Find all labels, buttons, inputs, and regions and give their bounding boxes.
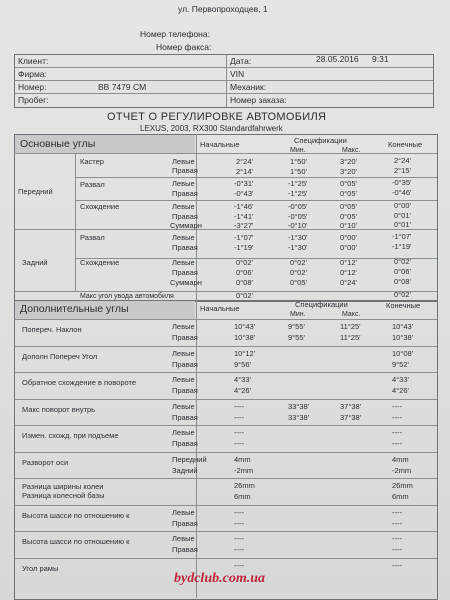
extra-row-side: Левые <box>172 401 195 411</box>
extra-row-label: Дополн Попереч Угол <box>22 351 98 361</box>
value-final: ---- <box>392 439 402 448</box>
extra-row-side: Левые <box>172 375 195 384</box>
extra-col-initial: Начальные <box>200 304 240 313</box>
rear-toe-label: Схождение <box>80 258 120 267</box>
value-initial: 0°08' <box>236 278 253 287</box>
extra-col-spec: Спецификации <box>295 300 348 309</box>
main-col-initial: Начальные <box>200 140 240 149</box>
extra-row-side: Передний <box>172 454 207 464</box>
front-label: Передний <box>18 187 53 196</box>
side-right: Правая <box>172 268 198 277</box>
value-initial: 0°02' <box>236 291 253 300</box>
side-total: Суммарн <box>170 278 202 287</box>
value-min: 1°50' <box>290 157 307 166</box>
value-max: 11°25' <box>340 333 361 342</box>
order-label: Номер заказа: <box>230 95 287 105</box>
value-initial: 0°06' <box>236 268 253 277</box>
report-subtitle: LEXUS, 2003, RX300 Standardfahrwerk <box>140 124 283 133</box>
main-col-spec: Спецификации <box>294 136 347 145</box>
value-final: 0°08' <box>394 277 411 286</box>
value-final: ---- <box>392 560 402 570</box>
value-initial: ---- <box>234 507 244 517</box>
side-left: Левые <box>172 202 195 211</box>
extra-row-side: Левые <box>172 507 195 517</box>
value-max: 3°20' <box>340 167 357 176</box>
side-total: Суммарн <box>170 221 202 230</box>
value-min: 0°05' <box>290 278 307 287</box>
extra-row-side: Правая <box>172 545 198 554</box>
value-min: -0°05' <box>288 212 308 221</box>
extra-row-label: Высота шасси по отношению к <box>22 510 130 520</box>
value-max: 0°05' <box>340 212 357 221</box>
value-final: -1°19' <box>392 242 412 251</box>
value-final: -2mm <box>392 465 412 475</box>
main-col-final: Конечные <box>388 140 423 149</box>
value-final: ---- <box>392 534 402 543</box>
value-min: -0°10' <box>288 221 308 230</box>
side-right: Правая <box>172 189 198 198</box>
value-initial: -0°31' <box>234 179 254 188</box>
value-initial: 0°02' <box>236 258 253 267</box>
extra-row-label: Попереч. Наклон <box>22 325 82 334</box>
side-right: Правая <box>172 212 198 221</box>
value-initial: ---- <box>234 401 244 411</box>
value-initial: ---- <box>234 534 244 543</box>
extra-row-label: Обратное схождение в повороте <box>22 378 137 387</box>
value-final: 6mm <box>392 492 409 501</box>
client-info-box <box>14 54 434 108</box>
extra-row-side: Задний <box>172 465 198 475</box>
value-max: 0°24' <box>340 278 357 287</box>
value-final: ---- <box>392 545 402 554</box>
mileage-label: Пробег: <box>18 95 49 105</box>
extra-col-final: Конечные <box>386 301 421 310</box>
value-min: 9°55' <box>288 333 305 342</box>
number-value: BB 7479 CM <box>98 82 147 92</box>
value-min: 0°02' <box>290 268 307 277</box>
extra-row-label: Измен. схожд. при подъеме <box>22 431 119 440</box>
front-camber-label: Развал <box>80 180 105 189</box>
watermark: bydclub.com.ua <box>174 571 265 586</box>
value-final: 2°24' <box>394 156 411 165</box>
value-initial: -1°46' <box>234 202 254 211</box>
value-max: 0°12' <box>340 268 357 277</box>
extra-row-label: Угол рамы <box>22 563 59 573</box>
value-final: ---- <box>392 518 402 528</box>
value-min: -1°25' <box>288 179 308 188</box>
value-initial: ---- <box>234 428 244 437</box>
value-min: -1°25' <box>288 189 308 198</box>
extra-row-side: Правая <box>172 412 198 422</box>
value-min: 0°02' <box>290 258 307 267</box>
date-value: 28.05.2016 <box>316 54 359 64</box>
value-max: 0°05' <box>340 189 357 198</box>
value-initial: -1°07' <box>234 233 254 242</box>
firm-label: Фирма: <box>18 69 47 79</box>
value-initial: 10°38' <box>234 333 256 342</box>
report-title: ОТЧЕТ О РЕГУЛИРОВКЕ АВТОМОБИЛЯ <box>107 111 327 123</box>
value-initial: 10°12' <box>234 348 256 358</box>
value-initial: 26mm <box>234 481 255 490</box>
rear-label: Задний <box>22 258 48 267</box>
front-toe-label: Схождение <box>80 202 120 211</box>
value-max: 0°00' <box>340 233 357 242</box>
date-label: Дата: <box>230 56 252 66</box>
side-left: Левые <box>172 157 195 166</box>
value-initial: 6mm <box>234 492 251 501</box>
side-right: Правая <box>172 166 198 175</box>
value-final: 0°01' <box>394 211 411 220</box>
value-initial: -2mm <box>234 465 254 475</box>
value-initial: 10°43' <box>234 322 256 331</box>
value-initial: -0°43' <box>234 189 254 198</box>
value-initial: 4°33' <box>234 375 251 384</box>
value-final: 9°52' <box>392 359 409 369</box>
value-max: 3°20' <box>340 157 357 166</box>
extra-row-side: Левые <box>172 428 195 437</box>
caster-label: Кастер <box>80 157 104 166</box>
value-initial: 4°26' <box>234 386 251 395</box>
extra-row-label: Разница ширины колеи <box>22 482 104 491</box>
value-final: -0°35' <box>392 178 412 187</box>
value-min: -0°05' <box>288 202 308 211</box>
value-final: 0°06' <box>394 267 411 276</box>
value-max: 0°05' <box>340 179 357 188</box>
value-initial: -1°41' <box>234 212 254 221</box>
value-max: 37°38' <box>340 412 362 422</box>
value-min: 33°38' <box>288 412 310 422</box>
value-final: ---- <box>392 412 402 422</box>
value-min: 33°38' <box>288 401 310 411</box>
side-left: Левые <box>172 179 195 188</box>
extra-col-min: Мин. <box>290 311 306 318</box>
extra-row-label: Высота шасси по отношению к <box>22 537 130 546</box>
extra-row-label2: Разница колесной базы <box>22 491 105 500</box>
address: ул. Первопроходцев, 1 <box>178 4 268 14</box>
vin-label: VIN <box>230 69 245 79</box>
client-label: Клиент: <box>18 56 49 66</box>
value-max: 0°10' <box>340 221 357 230</box>
phone-label: Номер телефона: <box>140 29 210 39</box>
value-final: 0°02' <box>394 290 411 299</box>
value-final: 0°02' <box>394 257 411 266</box>
value-max: 11°25' <box>340 322 361 331</box>
side-right: Правая <box>172 243 198 252</box>
value-initial: ---- <box>234 412 244 422</box>
extra-row-side: Правая <box>172 518 198 528</box>
rear-camber-label: Развал <box>80 233 105 242</box>
main-col-min: Мин. <box>290 147 306 154</box>
extra-row-side: Левые <box>172 322 195 331</box>
value-initial: 9°56' <box>234 359 251 369</box>
value-final: -1°07' <box>392 232 412 241</box>
value-final: ---- <box>392 507 402 517</box>
extra-col-max: Макс. <box>342 311 361 318</box>
extra-row-side: Правая <box>172 439 198 448</box>
value-initial: 4mm <box>234 454 251 464</box>
main-angles-table <box>14 134 438 302</box>
value-final: 2°15' <box>394 166 411 175</box>
max-steer-label: Макс угол увода автомобиля <box>80 293 174 300</box>
extra-row-label: Разворот оси <box>22 457 69 467</box>
value-final: 10°38' <box>392 333 414 342</box>
time-value: 9:31 <box>372 54 389 64</box>
extra-row-side: Левые <box>172 534 195 543</box>
value-initial: 2°14' <box>236 167 253 176</box>
extra-row-label: Макс поворот внутрь <box>22 404 96 414</box>
value-final: 26mm <box>392 481 413 490</box>
value-max: 37°38' <box>340 401 362 411</box>
value-max: 0°00' <box>340 243 357 252</box>
number-label: Номер: <box>18 82 47 92</box>
value-max: 0°05' <box>340 202 357 211</box>
fax-label: Номер факса: <box>156 42 212 52</box>
value-final: 4°33' <box>392 375 409 384</box>
value-final: 10°08' <box>392 348 414 358</box>
extra-row-side: Правая <box>172 333 198 342</box>
value-initial: ---- <box>234 439 244 448</box>
value-min: 1°50' <box>290 167 307 176</box>
value-max: 0°12' <box>340 258 357 267</box>
value-initial: -1°19' <box>234 243 254 252</box>
value-min: -1°30' <box>288 233 308 242</box>
value-final: 4°26' <box>392 386 409 395</box>
value-initial: 2°24' <box>236 157 253 166</box>
extra-row-side: Правая <box>172 386 198 395</box>
main-section-title: Основные углы <box>20 138 96 150</box>
mechanic-label: Механик: <box>230 82 267 92</box>
extra-row-side: Правая <box>172 359 198 369</box>
value-final: 0°01' <box>394 220 411 229</box>
value-final: ---- <box>392 428 402 437</box>
value-min: -1°30' <box>288 243 308 252</box>
side-left: Левые <box>172 233 195 242</box>
extra-row-side: Левые <box>172 348 195 358</box>
value-initial: -3°27' <box>234 221 254 230</box>
value-initial: ---- <box>234 560 244 570</box>
value-final: 4mm <box>392 454 409 464</box>
extra-section-title: Дополнительные углы <box>20 303 129 315</box>
value-initial: ---- <box>234 518 244 528</box>
value-final: 10°43' <box>392 322 414 331</box>
value-final: ---- <box>392 401 402 411</box>
main-col-max: Макс. <box>342 147 361 154</box>
side-left: Левые <box>172 258 195 267</box>
value-min: 9°55' <box>288 322 305 331</box>
value-final: -0°46' <box>392 188 412 197</box>
value-final: 0°00' <box>394 201 411 210</box>
value-initial: ---- <box>234 545 244 554</box>
